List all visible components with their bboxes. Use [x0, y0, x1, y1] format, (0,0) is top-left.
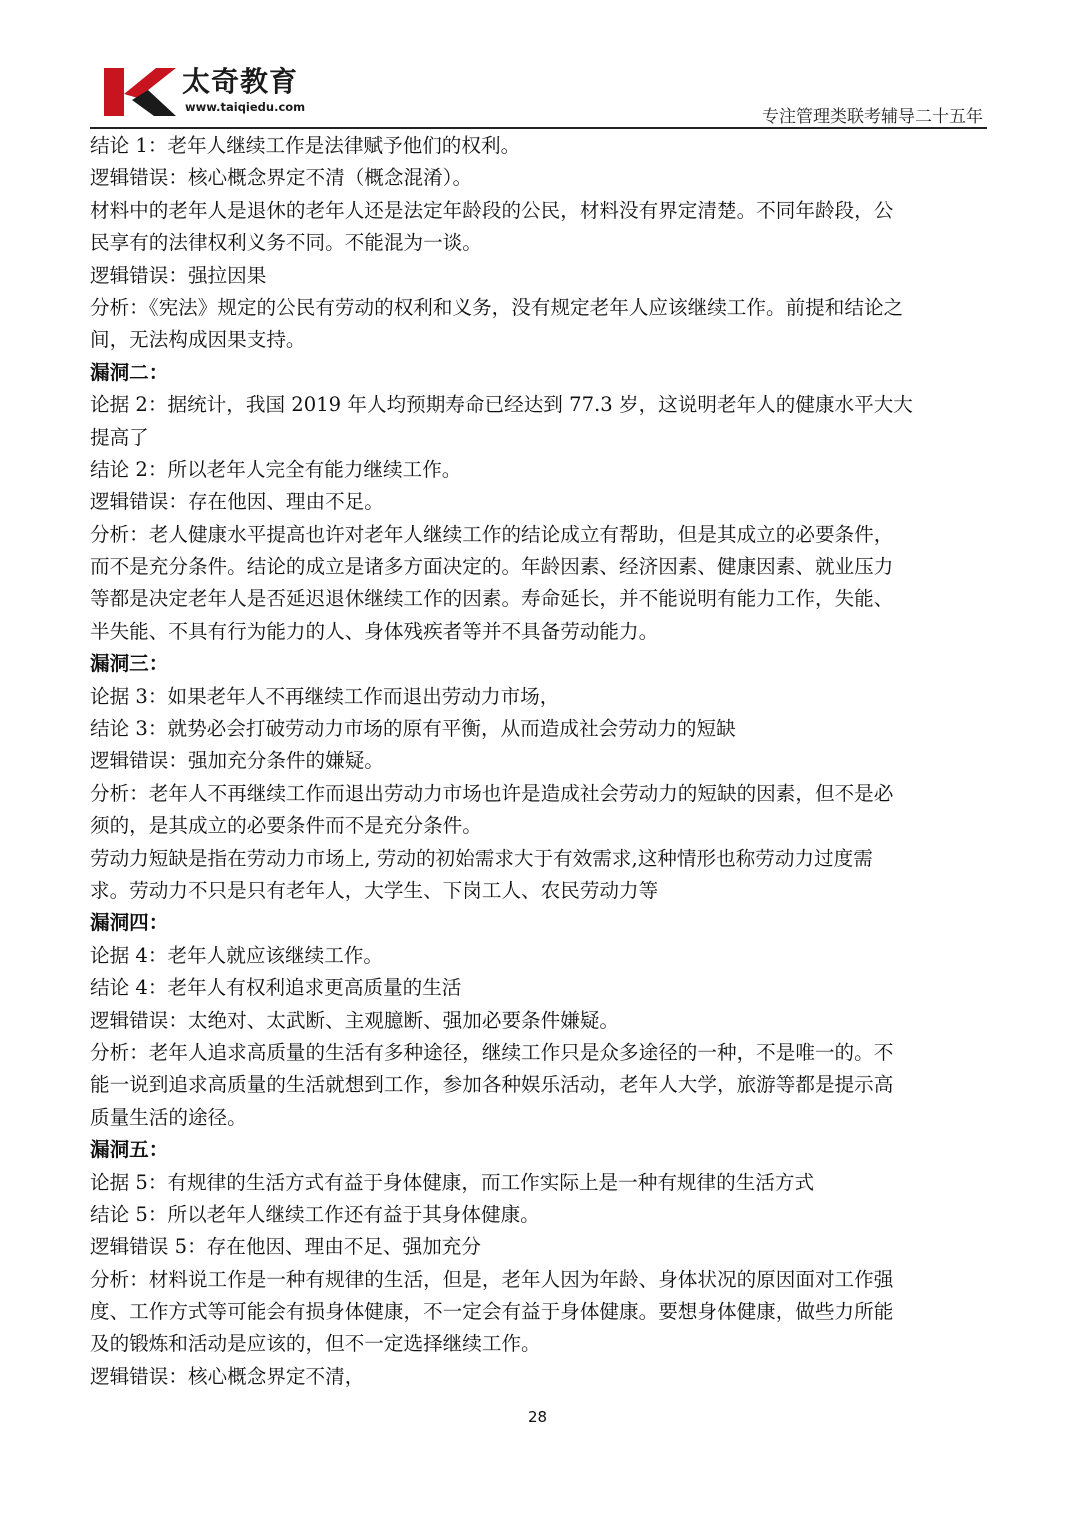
text-line: 论据 3：如果老年人不再继续工作而退出劳动力市场， [90, 684, 560, 708]
text-line: 论据 5：有规律的生活方式有益于身体健康，而工作实际上是一种有规律的生活方式 [90, 1170, 815, 1194]
text-line: 质量生活的途径。 [90, 1105, 247, 1129]
text-line: 逻辑错误：强加充分条件的嫌疑。 [90, 749, 384, 773]
text-line: 分析：《宪法》规定的公民有劳动的权利和义务，没有规定老年人应该继续工作。前提和结论之 [90, 295, 904, 319]
section-heading: 漏洞四： [90, 911, 169, 935]
header-divider [90, 127, 987, 129]
text-line: 逻辑错误：核心概念界定不清， [90, 1364, 365, 1388]
text-line: 求。劳动力不只是只有老年人，大学生、下岗工人、农民劳动力等 [90, 878, 659, 902]
text-line: 逻辑错误：核心概念界定不清（概念混淆）。 [90, 166, 473, 190]
text-line: 劳动力短缺是指在劳动力市场上, 劳动的初始需求大于有效需求,这种情形也称劳动力过度需 [90, 846, 873, 870]
page-number: 28 [527, 1408, 548, 1426]
text-line: 结论 2：所以老年人完全有能力继续工作。 [90, 457, 462, 481]
text-line: 结论 4：老年人有权利追求更高质量的生活 [90, 976, 462, 1000]
section-heading: 漏洞三： [90, 652, 169, 676]
text-line: 民享有的法律权利义务不同。不能混为一谈。 [90, 231, 482, 255]
section-heading: 漏洞二： [90, 360, 169, 384]
text-line: 逻辑错误：太绝对、太武断、主观臆断、强加必要条件嫌疑。 [90, 1008, 620, 1032]
text-line: 材料中的老年人是退休的老年人还是法定年龄段的公民，材料没有界定清楚。不同年龄段，公 [90, 198, 894, 222]
text-line: 结论 3：就势必会打破劳动力市场的原有平衡，从而造成社会劳动力的短缺 [90, 717, 736, 741]
text-line: 结论 5：所以老年人继续工作还有益于其身体健康。 [90, 1202, 540, 1226]
section-heading: 漏洞五： [90, 1138, 169, 1162]
document-body [90, 130, 990, 1393]
logo-url: www.taiqiedu.com [185, 100, 306, 114]
text-line: 能一说到追求高质量的生活就想到工作，参加各种娱乐活动，老年人大学，旅游等都是提示高 [90, 1073, 894, 1097]
page-header [90, 58, 987, 128]
text-line: 等都是决定老年人是否延迟退休继续工作的因素。寿命延长，并不能说明有能力工作，失能、 [90, 587, 894, 611]
text-line: 提高了 [90, 425, 149, 449]
text-line: 而不是充分条件。结论的成立是诸多方面决定的。年龄因素、经济因素、健康因素、就业压力 [90, 555, 894, 579]
text-line: 结论 1：老年人继续工作是法律赋予他们的权利。 [90, 134, 521, 157]
text-line: 分析：材料说工作是一种有规律的生活，但是，老年人因为年龄、身体状况的原因面对工作强 [90, 1267, 894, 1291]
taiqi-logo-icon [98, 64, 178, 120]
text-line: 及的锻炼和活动是应该的，但不一定选择继续工作。 [90, 1332, 541, 1356]
text-line: 须的，是其成立的必要条件而不是充分条件。 [90, 814, 482, 838]
text-line: 间，无法构成因果支持。 [90, 328, 306, 352]
text-line: 分析：老年人不再继续工作而退出劳动力市场也许是造成社会劳动力的短缺的因素，但不是必 [90, 781, 894, 805]
text-line: 论据 2：据统计，我国 2019 年人均预期寿命已经达到 77.3 岁，这说明老年人的健康水平大大 [90, 393, 913, 417]
text-line: 分析：老人健康水平提高也许对老年人继续工作的结论成立有帮助，但是其成立的必要条件， [90, 522, 894, 546]
text-line: 半失能、不具有行为能力的人、身体残疾者等并不具备劳动能力。 [90, 619, 659, 643]
text-line: 分析：老年人追求高质量的生活有多种途径，继续工作只是众多途径的一种，不是唯一的。不 [90, 1040, 894, 1064]
text-line: 逻辑错误 5：存在他因、理由不足、强加充分 [90, 1235, 481, 1259]
logo-name: 太奇教育 [182, 65, 299, 98]
text-line: 论据 4：老年人就应该继续工作。 [90, 943, 384, 967]
text-line: 度、工作方式等可能会有损身体健康，不一定会有益于身体健康。要想身体健康，做些力所能 [90, 1300, 894, 1324]
text-line: 逻辑错误：强拉因果 [90, 263, 267, 287]
text-line: 逻辑错误：存在他因、理由不足。 [90, 490, 384, 514]
header-tagline: 专注管理类联考辅导二十五年 [762, 107, 983, 127]
